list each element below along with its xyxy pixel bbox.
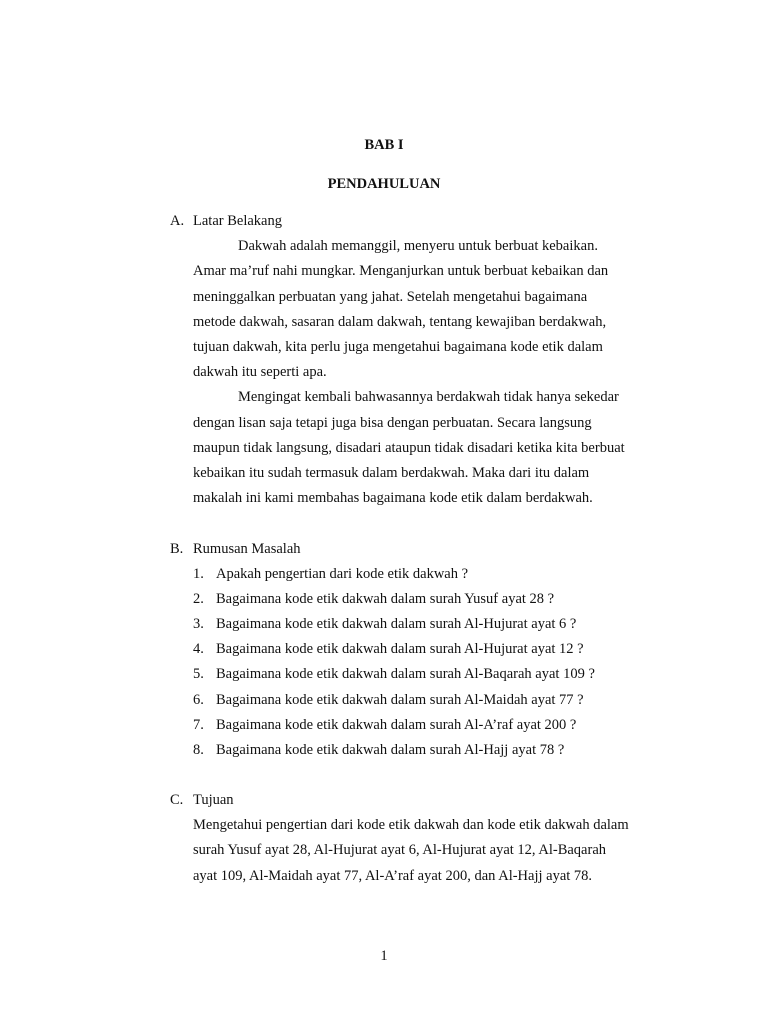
paragraph-line: ayat 109, Al-Maidah ayat 77, Al-A’raf ayat 200, dan Al-Hajj ayat 78. [193, 868, 593, 884]
list-text: Bagaimana kode etik dakwah dalam surah Yusuf ayat 28 ? [216, 591, 555, 607]
paragraph-line: Mengingat kembali bahwasannya berdakwah tidak hanya sekedar [238, 389, 619, 405]
section-b-letter: B. [170, 541, 184, 557]
section-c-title: Tujuan [193, 792, 234, 808]
section-a-letter: A. [170, 213, 185, 229]
list-text: Apakah pengertian dari kode etik dakwah ? [216, 566, 469, 582]
list-text: Bagaimana kode etik dakwah dalam surah Al-Hujurat ayat 6 ? [216, 616, 577, 632]
list-text: Bagaimana kode etik dakwah dalam surah Al-A’raf ayat 200 ? [216, 717, 577, 733]
list-text: Bagaimana kode etik dakwah dalam surah Al-Hujurat ayat 12 ? [216, 641, 584, 657]
list-number: 3. [193, 616, 204, 632]
chapter-title: PENDAHULUAN [327, 176, 441, 192]
list-number: 2. [193, 591, 204, 607]
list-text: Bagaimana kode etik dakwah dalam surah Al-Maidah ayat 77 ? [216, 692, 584, 708]
list-number: 8. [193, 742, 204, 758]
paragraph-line: Mengetahui pengertian dari kode etik dakwah dan kode etik dakwah dalam [193, 817, 629, 833]
section-b-title: Rumusan Masalah [193, 541, 301, 557]
paragraph-line: meninggalkan perbuatan yang jahat. Setelah mengetahui bagaimana [193, 289, 588, 305]
paragraph-line: makalah ini kami membahas bagaimana kode etik dalam berdakwah. [193, 490, 593, 506]
section-a-title: Latar Belakang [193, 213, 282, 229]
list-number: 4. [193, 641, 204, 657]
paragraph-line: metode dakwah, sasaran dalam dakwah, tentang kewajiban berdakwah, [193, 314, 607, 330]
paragraph-line: dengan lisan saja tetapi juga bisa dengan perbuatan. Secara langsung [193, 415, 592, 431]
list-text: Bagaimana kode etik dakwah dalam surah Al-Baqarah ayat 109 ? [216, 666, 595, 682]
chapter-label: BAB I [364, 137, 404, 153]
section-c-letter: C. [170, 792, 184, 808]
paragraph-line: maupun tidak langsung, disadari ataupun tidak disadari ketika kita berbuat [193, 440, 625, 456]
list-text: Bagaimana kode etik dakwah dalam surah Al-Hajj ayat 78 ? [216, 742, 565, 758]
paragraph-line: Dakwah adalah memanggil, menyeru untuk berbuat kebaikan. [238, 238, 598, 254]
list-number: 7. [193, 717, 204, 733]
paragraph-line: tujuan dakwah, kita perlu juga mengetahui bagaimana kode etik dalam [193, 339, 603, 355]
paragraph-line: dakwah itu seperti apa. [193, 364, 327, 380]
list-number: 5. [193, 666, 204, 682]
paragraph-line: surah Yusuf ayat 28, Al-Hujurat ayat 6, Al-Hujurat ayat 12, Al-Baqarah [193, 842, 607, 858]
page-number: 1 [380, 948, 388, 964]
paragraph-line: Amar ma’ruf nahi mungkar. Menganjurkan untuk berbuat kebaikan dan [193, 263, 609, 279]
list-number: 6. [193, 692, 204, 708]
list-number: 1. [193, 566, 204, 582]
paragraph-line: kebaikan itu sudah termasuk dalam berdakwah. Maka dari itu dalam [193, 465, 590, 481]
